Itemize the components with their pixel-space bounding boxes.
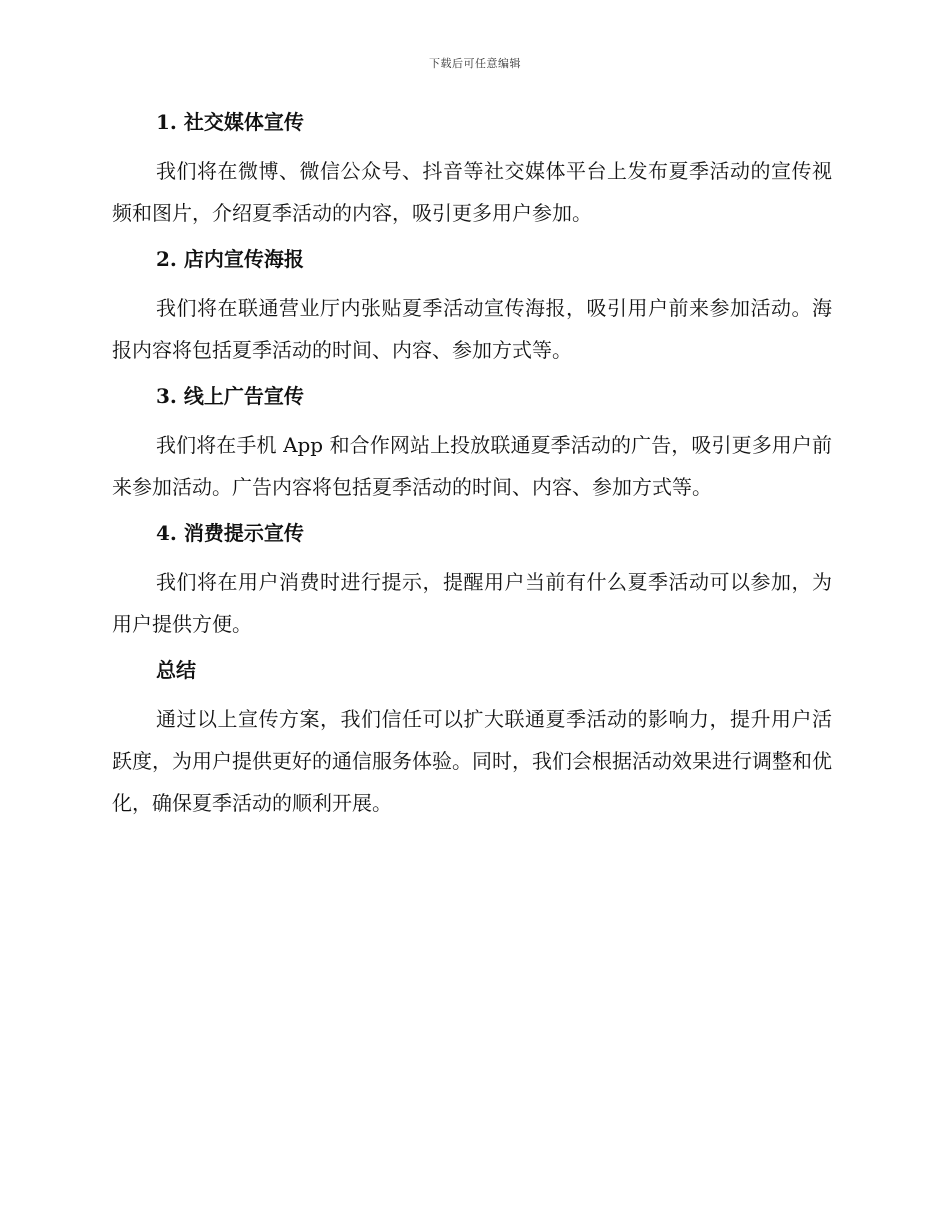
- section-online-ads: [112, 382, 832, 508]
- section-consumption-tips: [112, 519, 832, 645]
- section-paragraph: 通过以上宣传方案，我们信任可以扩大联通夏季活动的影响力，提升用户活跃度，为用户提供更好的通信服务体验。同时，我们会根据活动效果进行调整和优化，确保夏季活动的顺利开展。: [112, 707, 832, 815]
- section-heading: 1. 社交媒体宣传: [156, 110, 304, 134]
- section-paragraph: 我们将在联通营业厅内张贴夏季活动宣传海报，吸引用户前来参加活动。海报内容将包括夏季活动的时间、内容、参加方式等。: [112, 296, 832, 362]
- section-paragraph: 我们将在用户消费时进行提示，提醒用户当前有什么夏季活动可以参加，为用户提供方便。: [112, 570, 832, 636]
- section-heading: 4. 消费提示宣传: [156, 521, 304, 545]
- section-heading: 2. 店内宣传海报: [156, 247, 304, 271]
- section-heading: 3. 线上广告宣传: [156, 384, 304, 408]
- section-paragraph: 我们将在手机 App 和合作网站上投放联通夏季活动的广告，吸引更多用户前来参加活动。广告内容将包括夏季活动的时间、内容、参加方式等。: [112, 433, 832, 499]
- document-body: [112, 108, 832, 835]
- page-header: 下载后可任意编辑: [429, 57, 521, 70]
- section-heading: 总结: [156, 658, 196, 682]
- section-social-media: [112, 108, 832, 234]
- section-paragraph: 我们将在微博、微信公众号、抖音等社交媒体平台上发布夏季活动的宣传视频和图片，介绍夏季活动的内容，吸引更多用户参加。: [112, 159, 832, 225]
- section-summary: [112, 656, 832, 824]
- section-store-poster: [112, 245, 832, 371]
